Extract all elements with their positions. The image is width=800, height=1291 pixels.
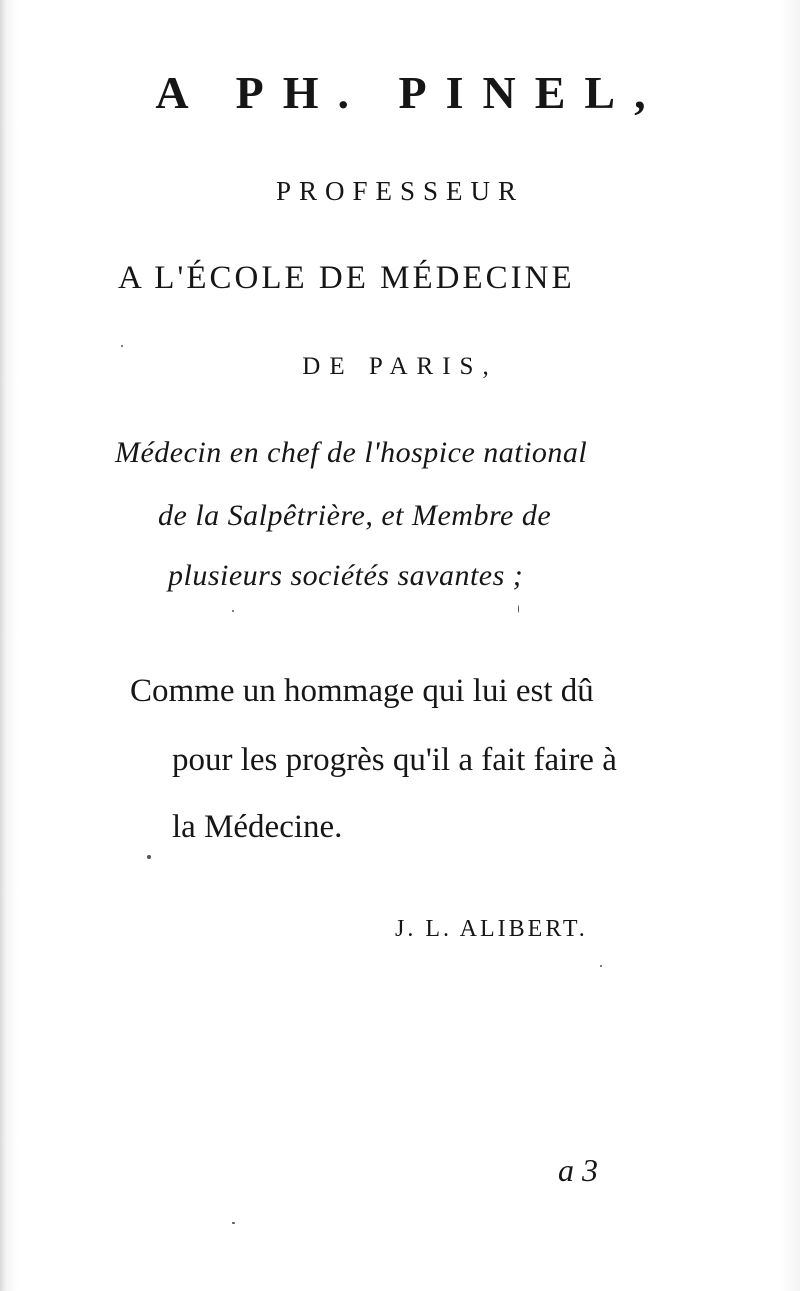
tribute-line: la Médecine. [172, 809, 343, 845]
print-speck [121, 345, 123, 347]
print-speck [518, 605, 519, 613]
tribute-line: pour les progrès qu'il a fait faire à [172, 742, 617, 778]
title-de-paris: DE PARIS, [302, 353, 498, 380]
print-speck [232, 1222, 235, 1224]
italic-line: Médecin en chef de l'hospice national [115, 436, 588, 469]
dedicatee-heading: A PH. PINEL, [155, 67, 665, 118]
title-professeur: PROFESSEUR [275, 176, 525, 206]
title-ecole-de-medecine: A L'ÉCOLE DE MÉDECINE [118, 260, 575, 296]
author-signature: J. L. ALIBERT. [395, 916, 588, 942]
tribute-line: Comme un hommage qui lui est dû [130, 673, 594, 709]
signature-mark: a 3 [558, 1152, 598, 1188]
italic-line: plusieurs sociétés savantes ; [168, 559, 524, 592]
italic-line: de la Salpêtrière, et Membre de [158, 499, 552, 532]
print-speck [600, 965, 602, 967]
print-speck [232, 610, 234, 612]
print-speck [147, 855, 151, 859]
